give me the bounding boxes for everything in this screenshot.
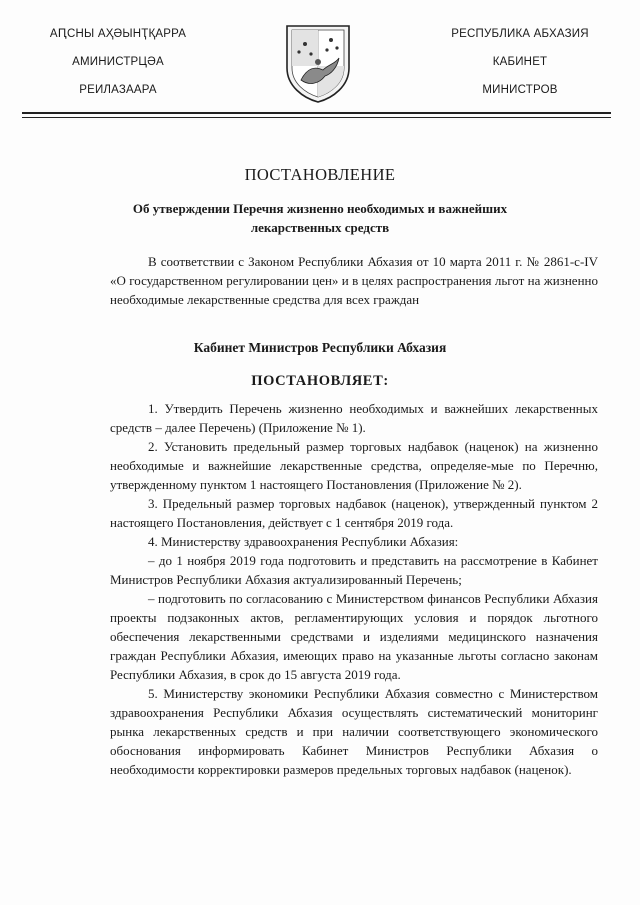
header-divider-thick [22, 112, 611, 114]
header-abkhaz-line-1: АԤСНЫ АҲӘЫНҬҚАРРА [49, 28, 187, 40]
header-abkhaz [18, 26, 218, 110]
preamble [110, 252, 598, 309]
resolution-item-4-sub-1: – до 1 ноября 2019 года подготовить и представить на рассмотрение в Кабинет Министров Республики Абхазия актуализированный Перечень; [110, 553, 598, 587]
header-russian-line-2: КАБИНЕТ [492, 56, 548, 68]
header-abkhaz-line-2: АМИНИСТРЦӘА [72, 56, 164, 68]
coat-of-arms-icon [283, 22, 353, 104]
resolution-item-4: 4. Министерству здравоохранения Республики Абхазия: [148, 534, 459, 549]
resolution-item-2: 2. Установить предельный размер торговых надбавок (наценок) на жизненно необходимые и важнейшие лекарственные средства, определяе-мые по Перечню, утвержденному пунктом 1 настоящего Постановления (Приложение № 2). [110, 439, 598, 492]
resolves-heading: ПОСТАНОВЛЯЕТ: [251, 373, 389, 389]
resolution-item-4-sub-2: – подготовить по согласованию с Министерством финансов Республики Абхазия проекты подзаконных актов, регламентирующих условия и порядок льготного обеспечения лекарственными средствами и изделиями медицинского назначения граждан Республики Абхазия, имеющих право на указанные льготы согласно законам Республики Абхазия, в срок до 15 августа 2019 года. [110, 591, 598, 682]
issuing-body: Кабинет Министров Республики Абхазия [193, 340, 447, 355]
header-divider-thin [22, 117, 611, 118]
header-russian-line-3: МИНИСТРОВ [482, 84, 558, 96]
resolution-item-5: 5. Министерству экономики Республики Абхазия совместно с Министерством здравоохранения Республики Абхазия осуществлять систематический мониторинг рынка лекарственных средств и при наличии соответствующего экономического обоснования информировать Кабинет Министров Республики Абхазия о необходимости корректировки размеров предельных торговых надбавок (наценок). [110, 686, 598, 777]
header-russian-line-1: РЕСПУБЛИКА АБХАЗИЯ [451, 28, 589, 40]
document-subject: Об утверждении Перечня жизненно необходимых и важнейших лекарственных средств [132, 201, 508, 235]
resolution-item-1: 1. Утвердить Перечень жизненно необходимых и важнейших лекарственных средств – далее Перечень) (Приложение № 1). [110, 401, 598, 435]
preamble-text: В соответствии с Законом Республики Абхазия от 10 марта 2011 г. № 2861-с-IV «О государственном регулировании цен» и в целях распространения льгот на жизненно необходимые лекарственные средства для всех граждан [110, 254, 598, 307]
document-title: ПОСТАНОВЛЕНИЕ [244, 165, 396, 184]
header-abkhaz-line-3: РЕИЛАЗААРА [79, 84, 157, 96]
resolution-items [110, 399, 598, 779]
header-russian [420, 26, 620, 110]
resolution-item-3: 3. Предельный размер торговых надбавок (наценок), утвержденный пунктом 2 настоящего Постановления, действует с 1 сентября 2019 года. [110, 496, 598, 530]
